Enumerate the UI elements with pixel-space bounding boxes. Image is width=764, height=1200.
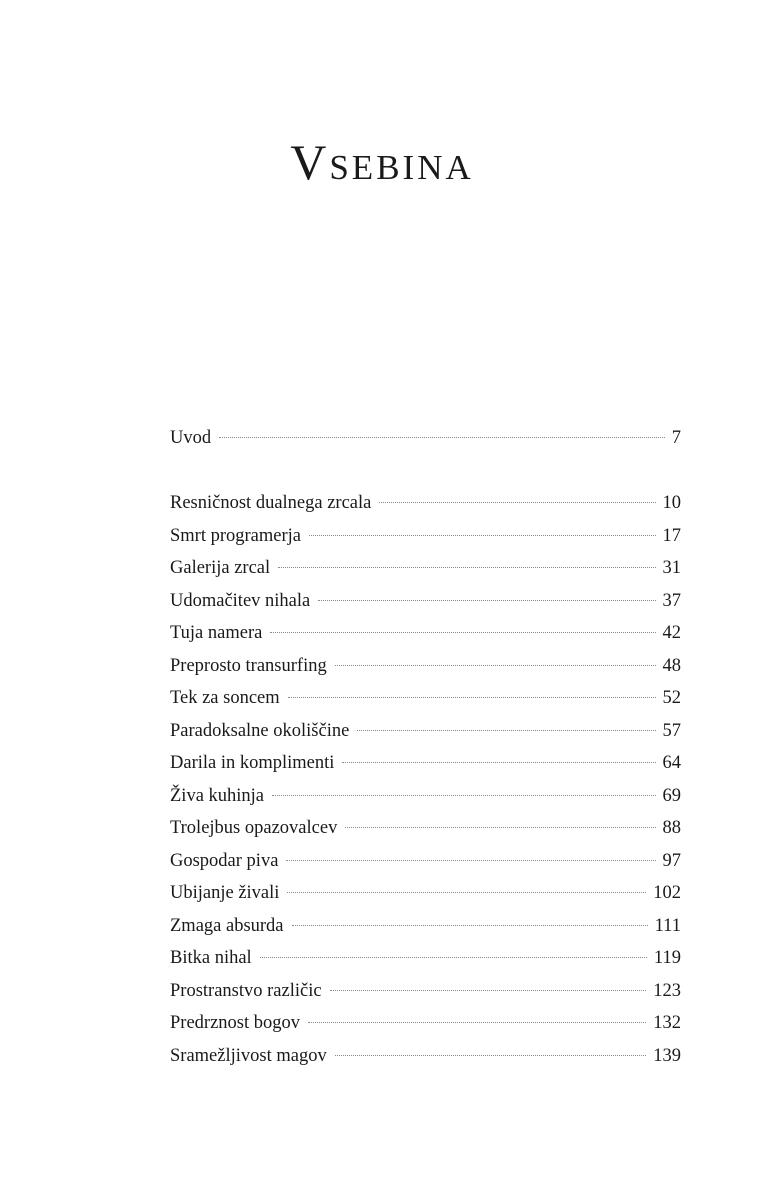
toc-entry-title: Paradoksalne okoliščine — [170, 720, 350, 741]
toc-entry-title: Zmaga absurda — [170, 915, 284, 936]
toc-entry-page: 52 — [662, 688, 681, 708]
toc-entry-title: Preprosto transurfing — [170, 655, 327, 676]
dot-leader — [335, 1055, 647, 1056]
dot-leader — [318, 600, 655, 601]
dot-leader — [219, 437, 665, 438]
toc-entry-page: 17 — [662, 525, 681, 546]
dot-leader — [379, 502, 655, 503]
dot-leader — [357, 730, 655, 731]
toc-entry-title: Resničnost dualnega zrcala — [170, 493, 372, 513]
toc-entry — [170, 682, 681, 715]
toc-entry-page: 69 — [662, 785, 681, 806]
toc-entry-page: 7 — [671, 428, 681, 448]
toc-entry — [170, 617, 681, 650]
dot-leader — [345, 827, 655, 828]
toc-entry — [170, 487, 681, 520]
toc-entry-title: Predrznost bogov — [170, 1013, 300, 1033]
toc-entry-title: Darila in komplimenti — [170, 753, 335, 773]
toc-entry — [170, 585, 681, 618]
toc-entry-page: 42 — [662, 623, 681, 643]
toc-entry-page: 97 — [662, 850, 681, 871]
toc-entry-page: 119 — [653, 948, 681, 968]
toc-entry-page: 10 — [662, 493, 681, 513]
toc-entry — [170, 552, 681, 585]
toc-entry — [170, 520, 681, 553]
dot-leader — [260, 957, 647, 958]
toc-entry-title: Uvod — [170, 428, 212, 448]
toc-entry-title: Tek za soncem — [170, 688, 280, 708]
toc-chapter-list — [170, 487, 681, 1072]
toc-entry-title: Bitka nihal — [170, 948, 252, 968]
dot-leader — [270, 632, 655, 633]
toc-entry — [170, 845, 681, 878]
toc-entry-page: 111 — [654, 915, 681, 936]
dot-leader — [330, 990, 647, 991]
toc-entry-page: 64 — [662, 753, 681, 773]
toc-entry — [170, 942, 681, 975]
toc-entry-page: 88 — [662, 818, 681, 838]
toc-entry-page: 139 — [653, 1045, 681, 1066]
toc-entry — [170, 780, 681, 813]
toc-entry-title: Gospodar piva — [170, 850, 279, 871]
page-title: Vsebina — [290, 133, 474, 190]
toc-entry-page: 123 — [653, 980, 681, 1001]
dot-leader — [335, 665, 656, 666]
dot-leader — [272, 795, 655, 796]
dot-leader — [287, 892, 646, 893]
toc-entry — [170, 422, 681, 455]
toc-entry-title: Smrt programerja — [170, 525, 301, 546]
toc-intro-section — [170, 422, 681, 455]
toc-entry-page: 102 — [653, 883, 681, 903]
dot-leader — [342, 762, 655, 763]
toc-entry-title: Ubijanje živali — [170, 883, 280, 903]
toc-entry-title: Tuja namera — [170, 623, 263, 643]
dot-leader — [286, 860, 655, 861]
toc-entry-page: 37 — [662, 590, 681, 611]
toc-entry-title: Trolejbus opazovalcev — [170, 818, 338, 838]
toc-entry-title: Udomačitev nihala — [170, 590, 311, 611]
toc-entry — [170, 910, 681, 943]
toc-entry — [170, 650, 681, 683]
toc-entry — [170, 975, 681, 1008]
toc-entry-page: 132 — [653, 1013, 681, 1033]
toc-entry-page: 48 — [662, 655, 681, 676]
toc-entry — [170, 1040, 681, 1073]
toc-entry-title: Sramežljivost magov — [170, 1045, 327, 1066]
dot-leader — [308, 1022, 646, 1023]
dot-leader — [288, 697, 656, 698]
toc-entry-page: 31 — [662, 558, 681, 578]
toc-entry-title: Živa kuhinja — [170, 785, 265, 806]
dot-leader — [278, 567, 655, 568]
dot-leader — [292, 925, 648, 926]
toc-entry-title: Prostranstvo različic — [170, 980, 322, 1001]
toc-entry — [170, 812, 681, 845]
dot-leader — [309, 535, 656, 536]
toc-entry-title: Galerija zrcal — [170, 558, 271, 578]
toc-entry — [170, 877, 681, 910]
toc-entry-page: 57 — [662, 720, 681, 741]
toc-entry — [170, 747, 681, 780]
toc-entry — [170, 715, 681, 748]
toc-entry — [170, 1007, 681, 1040]
